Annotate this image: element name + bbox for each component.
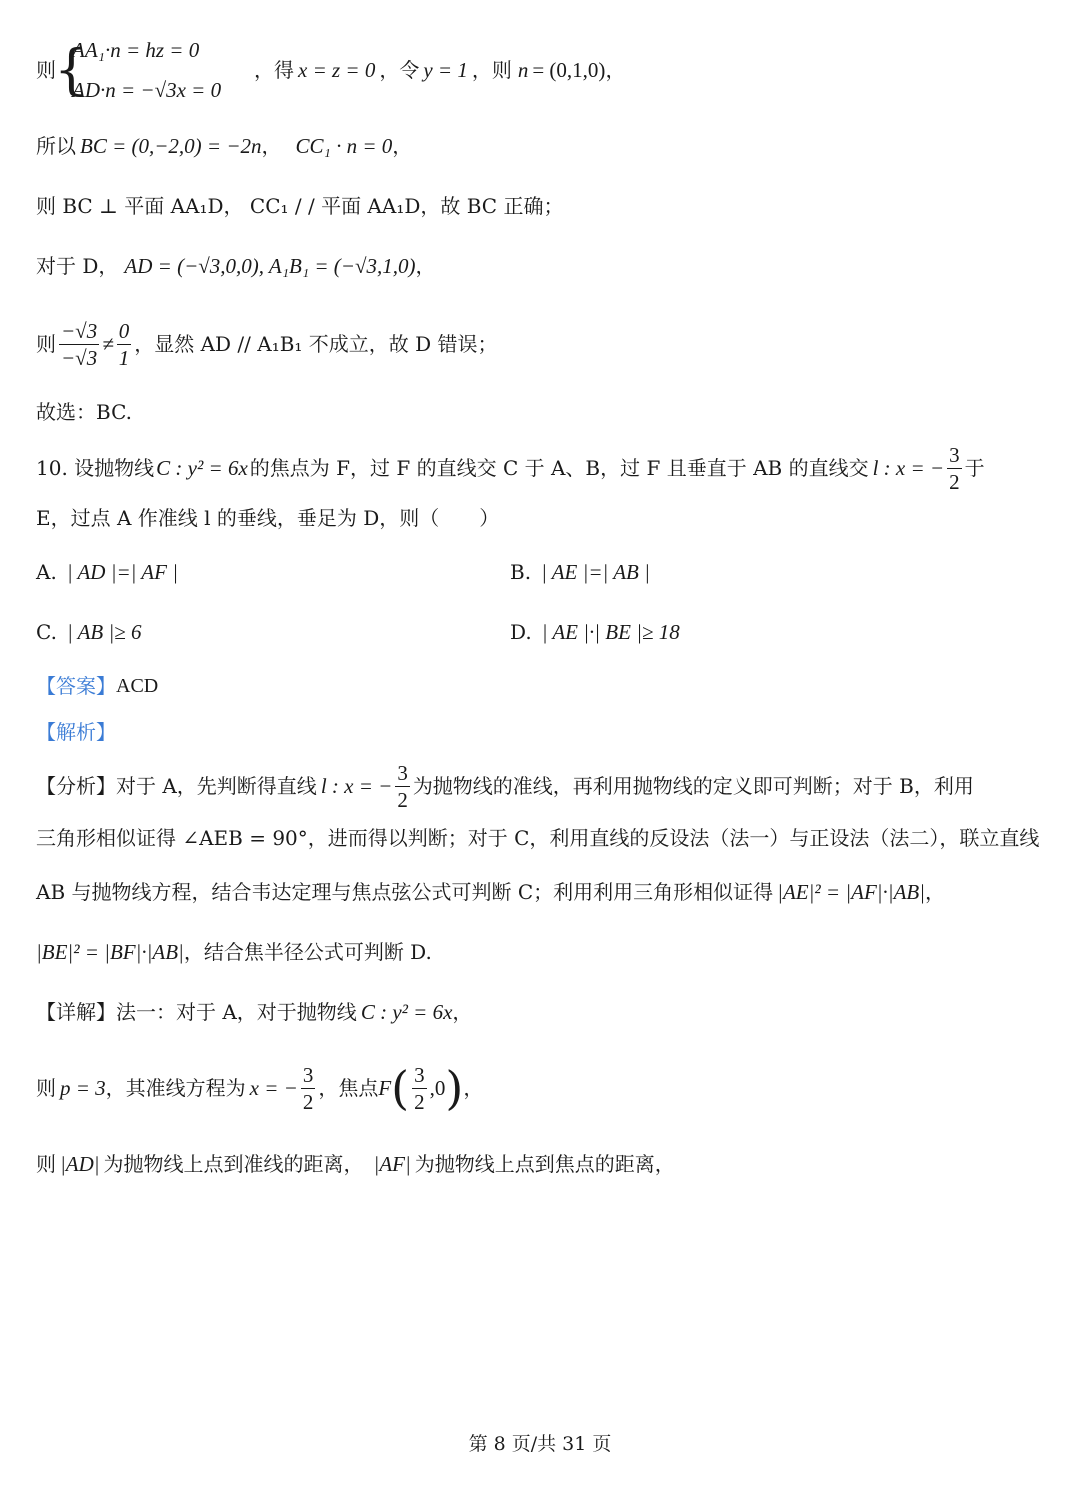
left-paren: ( [391,1061,410,1115]
option-text: | AE |=| AB | [541,560,650,584]
math: |AD| [60,1152,100,1176]
text: 则 BC ⊥ 平面 AA₁D， CC₁ / / 平面 AA₁D，故 BC 正确； [36,194,564,218]
option-label: A. [36,560,57,584]
math: F [378,1076,392,1100]
line-3 [36,192,1050,220]
analysis-header-line [36,718,1050,746]
option-d [510,618,680,646]
line-4 [36,252,1050,280]
math: C : y² = 6x [156,456,248,480]
text: 法一：对于 A，对于抛物线 [116,1000,357,1024]
analysis-label: 【分析】 [36,774,116,798]
analysis-header: 【解析】 [36,720,116,744]
text: ， [925,880,945,904]
text: ， [452,1000,473,1024]
text: E，过点 A 作准线 l 的垂线，垂足为 D，则（ ） [36,506,500,530]
text: 为抛物线上点到焦点的距离， [414,1152,675,1176]
option-text: | AD |=| AF | [66,560,178,584]
math: p = 3 [60,1076,106,1100]
denominator: 1 [118,345,130,370]
math: BC = (0,−2,0) = −2n [80,134,262,158]
fraction [59,318,99,371]
math: AD = (−√3,0,0), A₁B₁ = (−√3,1,0) [124,254,416,278]
fraction [947,442,962,495]
text: ，得 [254,58,294,82]
text: ， [261,134,282,158]
text: 所以 [36,134,76,158]
answer-value: ACD [116,675,159,697]
option-text: | AE |·| BE |≥ 18 [541,620,680,644]
denominator: 2 [949,469,960,494]
text: 为抛物线上点到准线的距离， [103,1152,364,1176]
text: 则 [36,332,56,356]
math: y = 1 [423,58,468,82]
math: |AF| [373,1152,411,1176]
detail-line-2 [36,1060,1050,1116]
math: |BE|² = |BF|·|AB| [36,940,184,964]
math: ≠ [102,332,114,356]
text: ，结合焦半径公式可判断 D. [183,940,432,964]
line-1-rest: ，得 x = z = 0 ，令 y = 1 ，则 n = (0,1,0) ， [254,58,626,82]
analysis-line-4 [36,938,1050,966]
analysis-line-1 [36,758,1050,814]
math: = (0,1,0) [532,58,606,82]
text: AB 与抛物线方程，结合韦达定理与焦点弦公式可判断 C；利用利用三角形相似证得 [36,880,774,904]
answer-line [36,672,1050,700]
option-label: B. [510,560,532,584]
text: 的焦点为 F，过 F 的直线交 C 于 A、B，过 F 且垂直于 AB 的直线交 [249,456,869,480]
option-label: C. [36,620,57,644]
math: x = z = 0 [298,58,376,82]
system-eq-2: AD·n = −√3x = 0 [72,78,222,102]
analysis-line-2 [36,824,1050,852]
question-10-line-2 [36,504,1050,532]
text: 10. 设抛物线 [36,456,155,480]
numerator: −√3 [61,318,98,343]
fraction [117,318,132,371]
math: l : x = − [872,456,945,480]
text: 则 [36,1076,56,1100]
text: ，显然 AD // A₁B₁ 不成立，故 D 错误； [134,332,498,356]
denominator: 2 [414,1089,425,1114]
math: x = − [249,1076,298,1100]
math: l : x = − [320,774,393,798]
detail-line-3 [36,1150,1050,1178]
line-6 [36,398,1050,426]
text: ， [392,134,413,158]
math: C : y² = 6x [360,1000,453,1024]
numerator: 3 [397,760,408,785]
option-text: | AB |≥ 6 [66,620,142,644]
numerator: 0 [118,318,130,343]
detail-line-1 [36,998,1050,1026]
fraction [395,760,410,813]
text: ，其准线方程为 [105,1076,246,1100]
right-paren: ) [445,1061,464,1115]
text: 则 [36,58,56,82]
numerator: 3 [302,1062,314,1087]
system-eq-1: AA₁·n = hz = 0 [72,38,200,62]
left-brace: { [54,38,89,101]
answer-header: 【答案】 [36,674,116,698]
text: ， [415,254,436,278]
text: 对于 D， [36,254,119,278]
detail-label: 【详解】 [36,1000,116,1024]
text: 三角形相似证得 ∠AEB = 90°，进而得以判断；对于 C，利用直线的反设法（法一）与正设法（法二），联立直线 [36,826,1040,850]
numerator: 3 [414,1062,425,1087]
text: 为抛物线的准线，再利用抛物线的定义即可判断；对于 B，利用 [412,774,974,798]
text: ， [605,58,626,82]
option-b [510,558,650,586]
text: ，令 [379,58,420,82]
text: ，则 [471,58,512,82]
line-2 [36,132,1050,160]
math: CC₁ · n = 0 [295,134,393,158]
text: 对于 A，先判断得直线 [116,774,317,798]
question-10-line-1 [36,440,1050,496]
text: ， [463,1076,484,1100]
page-footer: 第 8 页/共 31 页 [468,1433,612,1455]
fraction [412,1062,427,1115]
math: |AE|² = |AF|·|AB| [777,880,925,904]
denominator: 2 [302,1089,314,1114]
text: ，焦点 [318,1076,379,1100]
line-5 [36,316,1050,372]
option-c [36,618,142,646]
numerator: 3 [949,442,960,467]
text: 则 [36,1152,56,1176]
fraction [301,1062,316,1115]
option-label: D. [510,620,532,644]
text: 于 [964,456,985,480]
denominator: 2 [397,787,408,812]
option-a [36,558,178,586]
text: 故选：BC. [36,400,133,424]
math: ,0 [429,1076,446,1100]
denominator: −√3 [61,345,98,370]
analysis-line-3 [36,878,1050,906]
